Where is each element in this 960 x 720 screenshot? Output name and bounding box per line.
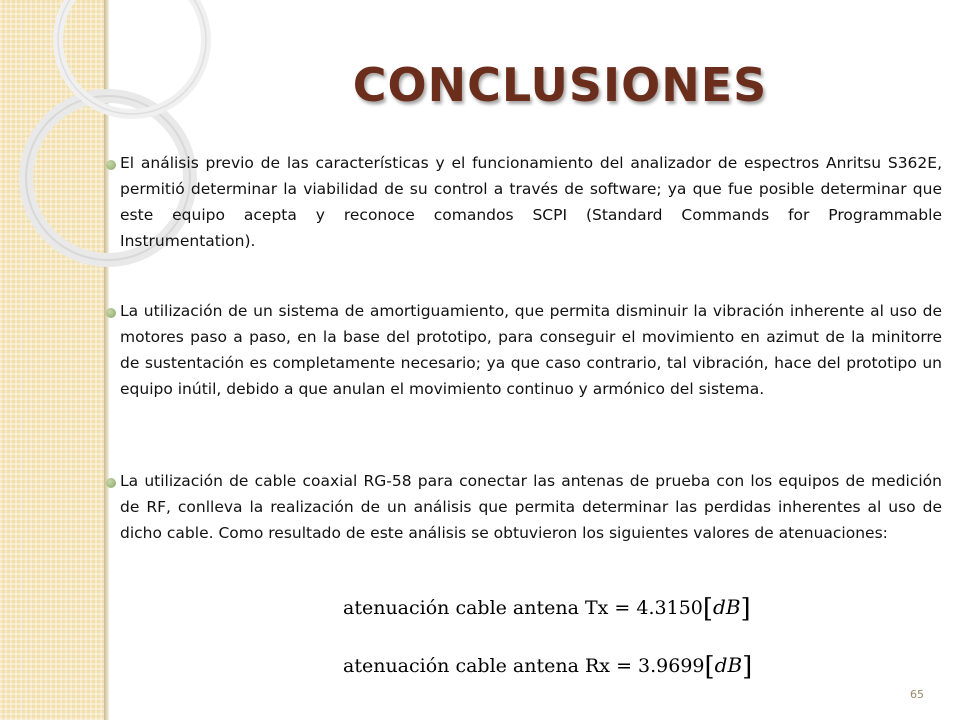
formula-unit: dB <box>713 595 741 619</box>
formula-value: 4.3150 <box>636 597 703 619</box>
formula-tx: atenuación cable antena Tx = 4.3150[dB] <box>343 594 751 624</box>
formula-rx: atenuación cable antena Rx = 3.9699[dB] <box>343 652 753 682</box>
bullet-text: La utilización de cable coaxial RG-58 para conectar las antenas de prueba con los equipos de medición de RF, conlleva la realización de un análisis que permita determinar las perdidas inherentes al uso de dicho cable. Como resultado de este análisis se obtuvieron los siguientes valores de atenuaciones: <box>120 472 942 542</box>
slide-title: CONCLUSIONES <box>352 58 768 112</box>
formula-value: 3.9699 <box>638 655 705 677</box>
page-number: 65 <box>910 688 924 701</box>
formula-unit: dB <box>714 653 743 677</box>
bullet-dot-icon <box>106 308 116 318</box>
formula-label: atenuación cable antena Tx <box>343 597 609 619</box>
formula-label: atenuación cable antena Rx <box>343 655 611 677</box>
bullet-dot-icon <box>106 160 116 170</box>
bullet-text: La utilización de un sistema de amortiguamiento, que permita disminuir la vibración inherente al uso de motores paso a paso, en la base del prototipo, para conseguir el movimiento en azimut de la minitorre de sustentación es completamente necesario; ya que caso contrario, tal vibración, hace del prototipo un equipo inútil, debido a que anulan el movimiento continuo y armónico del sistema. <box>120 302 942 398</box>
bullet-text: El análisis previo de las características y el funcionamiento del analizador de espectros Anritsu S362E, permitió determinar la viabilidad de su control a través de software; ya que fue posible determinar que este equipo acepta y reconoce comandos SCPI (Standard Commands for Programmable Instrumentation). <box>120 154 942 250</box>
bullet-dot-icon <box>106 478 116 488</box>
